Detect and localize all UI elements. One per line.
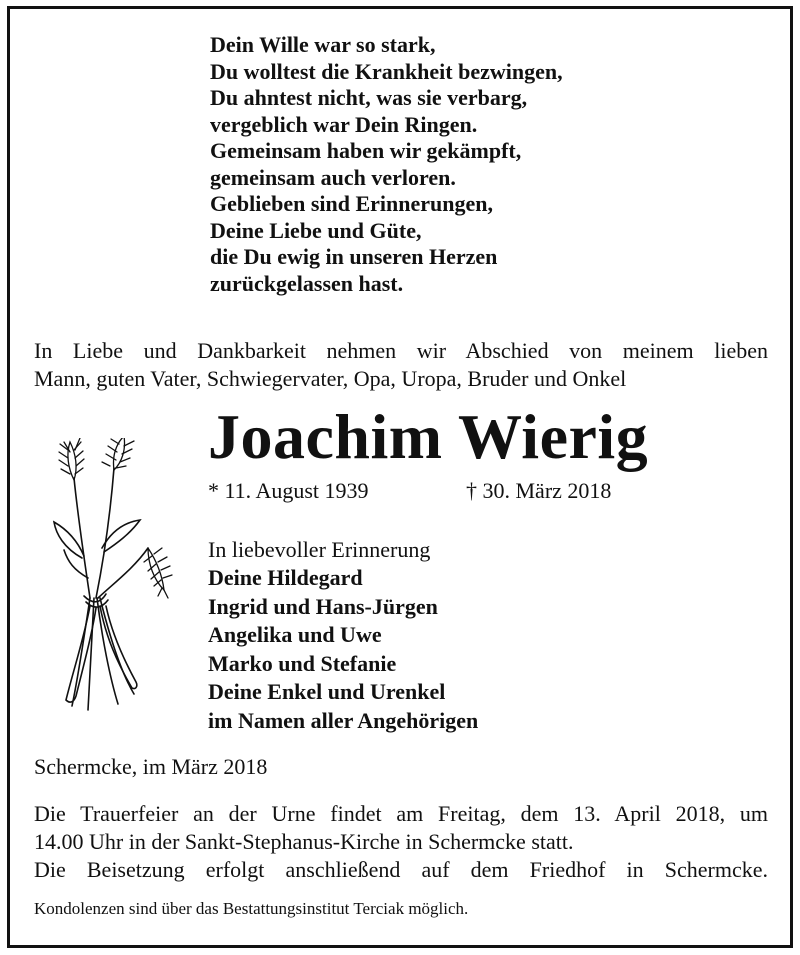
farewell-intro xyxy=(34,337,768,393)
family-member: Deine Hildegard xyxy=(208,565,363,590)
poem-line: Gemeinsam haben wir gekämpft, xyxy=(210,138,522,163)
condolence-note: Kondolenzen sind über das Bestattungsinstitut Terciak möglich. xyxy=(34,899,469,918)
poem-line: Du wolltest die Krankheit bezwingen, xyxy=(210,58,563,84)
poem xyxy=(210,32,563,297)
family-signatures xyxy=(208,536,478,736)
funeral-line: 14.00 Uhr in der Sankt-Stephanus-Kirche in Schermcke statt. xyxy=(34,829,574,854)
birth-date: * 11. August 1939 xyxy=(208,478,369,503)
death-date: † 30. März 2018 xyxy=(466,478,612,503)
family-heading: In liebevoller Erinnerung xyxy=(208,537,431,562)
funeral-details xyxy=(34,800,768,884)
poem-line: Dein Wille war so stark, xyxy=(210,32,436,57)
family-member: Deine Enkel und Urenkel xyxy=(208,679,446,705)
family-member: im Namen aller Angehörigen xyxy=(208,707,479,733)
poem-line: vergeblich war Dein Ringen. xyxy=(210,111,478,137)
funeral-line: Die Trauerfeier an der Urne findet am Freitag, dem 13. April 2018, um xyxy=(34,801,768,826)
family-member: Marko und Stefanie xyxy=(208,650,397,676)
poem-line: Deine Liebe und Güte, xyxy=(210,217,422,243)
funeral-line: Die Beisetzung erfolgt anschließend auf dem Friedhof in Schermcke. xyxy=(34,857,768,882)
family-member: Ingrid und Hans-Jürgen xyxy=(208,593,438,619)
place-date: Schermcke, im März 2018 xyxy=(34,754,268,779)
deceased-name: Joachim Wierig xyxy=(208,401,649,472)
intro-line: Mann, guten Vater, Schwiegervater, Opa, Uropa, Bruder und Onkel xyxy=(34,366,627,391)
family-member: Angelika und Uwe xyxy=(208,622,382,648)
wheat-bundle-icon xyxy=(44,438,184,718)
intro-line: In Liebe und Dankbarkeit nehmen wir Abschied von meinem lieben xyxy=(34,338,768,363)
poem-line: zurückgelassen hast. xyxy=(210,270,404,296)
poem-line: die Du ewig in unseren Herzen xyxy=(210,244,498,269)
poem-line: Du ahntest nicht, was sie verbarg, xyxy=(210,85,528,110)
poem-line: Geblieben sind Erinnerungen, xyxy=(210,191,494,216)
poem-line: gemeinsam auch verloren. xyxy=(210,164,456,190)
